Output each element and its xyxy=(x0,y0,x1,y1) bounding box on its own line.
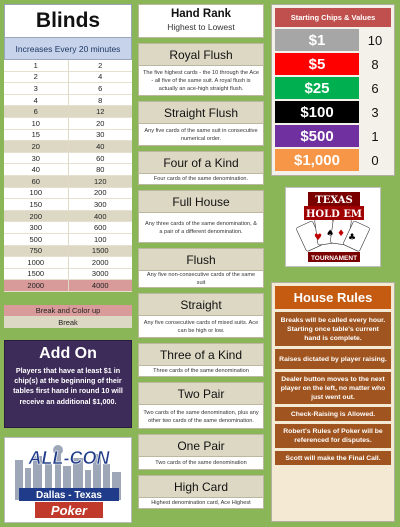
big-blind-cell: 600 xyxy=(93,223,107,233)
house-rules-list xyxy=(272,312,394,465)
add-on-panel xyxy=(4,340,132,428)
big-blind-cell: 2000 xyxy=(91,257,109,267)
chip-count: 8 xyxy=(371,56,379,72)
chip-value: $1,000 xyxy=(275,149,359,171)
hand-name: Royal Flush xyxy=(138,43,264,66)
hand-name: Straight Flush xyxy=(138,101,264,124)
hand-rank-item xyxy=(138,101,264,146)
chip-count: 6 xyxy=(371,80,379,96)
chip-row xyxy=(275,101,391,123)
small-blind-cell: 2000 xyxy=(4,280,69,291)
hand-name: Straight xyxy=(138,293,264,316)
chip-count: 10 xyxy=(367,32,383,48)
big-blind-cell: 12 xyxy=(96,107,105,117)
chip-count: 0 xyxy=(371,152,379,168)
all-con-logo-location: Dallas - Texas xyxy=(36,490,102,501)
big-blind-cell: 4 xyxy=(98,72,103,82)
hand-name: Four of a Kind xyxy=(138,151,264,174)
blind-level-row xyxy=(4,164,132,176)
hand-name: Flush xyxy=(138,248,264,271)
small-blind-cell: 1 xyxy=(4,60,69,71)
small-blind-cell: 60 xyxy=(4,176,69,187)
hand-rank-item xyxy=(138,151,264,185)
starting-chips-panel xyxy=(271,4,395,176)
house-rule: Breaks will be called every hour. Starting once table's current hand is complete. xyxy=(275,312,391,346)
big-blind-cell: 200 xyxy=(93,188,107,198)
small-blind-cell: 2 xyxy=(4,72,69,83)
chip-row xyxy=(275,29,391,51)
heart-icon: ♥ xyxy=(314,233,323,243)
blind-level-row xyxy=(4,222,132,234)
small-blind-cell: 1000 xyxy=(4,257,69,268)
break-color-up-label: Break and Color up xyxy=(4,305,132,317)
small-blind-cell: 150 xyxy=(4,199,69,210)
spade-icon: ♠ xyxy=(326,229,335,239)
hand-rank-item xyxy=(138,43,264,96)
hand-description: Two cards of the same denomination xyxy=(138,457,264,470)
hand-rank-item xyxy=(138,343,264,377)
chip-value: $5 xyxy=(275,53,359,75)
big-blind-cell: 80 xyxy=(96,165,105,175)
big-blind-cell: 2 xyxy=(98,60,103,70)
big-blind-cell: 8 xyxy=(98,95,103,105)
hand-description: Four cards of the same denomination. xyxy=(138,174,264,185)
chip-value: $1 xyxy=(275,29,359,51)
big-blind-cell: 20 xyxy=(96,118,105,128)
house-rules-panel xyxy=(271,282,395,522)
break-label: Break xyxy=(4,316,132,328)
house-rule: Check-Raising is Allowed. xyxy=(275,407,391,421)
small-blind-cell: 300 xyxy=(4,222,69,233)
small-blind-cell: 40 xyxy=(4,164,69,175)
blinds-subtitle: Increases Every 20 minutes xyxy=(4,38,132,60)
hand-description: Three cards of the same denomination xyxy=(138,366,264,377)
texas-holdem-logo xyxy=(285,187,381,267)
hand-rank-subtitle: Highest to Lowest xyxy=(167,22,235,32)
big-blind-cell: 300 xyxy=(93,199,107,209)
hand-rank-title: Hand Rank xyxy=(170,8,232,20)
blind-level-row xyxy=(4,269,132,281)
chip-count: 3 xyxy=(371,104,379,120)
big-blind-cell: 3000 xyxy=(91,269,109,279)
blind-level-row xyxy=(4,188,132,200)
add-on-title: Add On xyxy=(39,345,97,362)
small-blind-cell: 750 xyxy=(4,246,69,257)
hand-name: High Card xyxy=(138,475,264,498)
hand-name: Full House xyxy=(138,190,264,213)
big-blind-cell: 30 xyxy=(96,130,105,140)
all-con-logo-name: ALL-CON xyxy=(28,448,110,468)
big-blind-cell: 60 xyxy=(96,153,105,163)
hand-description: Any three cards of the same denomination, & a pair of a different denomination. xyxy=(138,213,264,243)
chip-value: $100 xyxy=(275,101,359,123)
chip-row xyxy=(275,53,391,75)
house-rule: Raises dictated by player raising. xyxy=(275,349,391,369)
texas-logo-line1: TEXAS xyxy=(315,195,353,206)
blind-level-row xyxy=(4,118,132,130)
hand-rank-item xyxy=(138,475,264,509)
blinds-title: Blinds xyxy=(35,9,101,32)
blind-level-row xyxy=(4,257,132,269)
texas-logo-line3: TOURNAMENT xyxy=(310,255,358,262)
hand-rank-item xyxy=(138,434,264,470)
hand-rank-panel xyxy=(138,4,264,509)
big-blind-cell: 400 xyxy=(93,211,107,221)
hand-description: Highest denomination card, Ace Highest xyxy=(138,498,264,509)
blind-level-row xyxy=(4,176,132,188)
big-blind-cell: 120 xyxy=(93,176,107,186)
hand-description: Any five cards of the same suit in consecutive numerical order. xyxy=(138,124,264,146)
big-blind-cell: 6 xyxy=(98,83,103,93)
blind-level-row xyxy=(4,211,132,223)
hand-rank-item xyxy=(138,190,264,243)
blinds-table xyxy=(4,60,132,292)
hand-description: Two cards of the same denomination, plus any other two cards of the same denomination. xyxy=(138,405,264,429)
blind-level-row xyxy=(4,106,132,118)
small-blind-cell: 20 xyxy=(4,141,69,152)
blind-level-row xyxy=(4,83,132,95)
blind-level-row xyxy=(4,60,132,72)
small-blind-cell: 200 xyxy=(4,211,69,222)
blind-level-row xyxy=(4,95,132,107)
chip-count: 1 xyxy=(371,128,379,144)
add-on-body: Players that have at least $1 in chip(s) at the beginning of their tables first hand in round 10 will receive an additional $1,000. xyxy=(13,366,123,406)
blinds-header xyxy=(4,4,132,38)
big-blind-cell: 4000 xyxy=(91,281,109,291)
all-con-logo xyxy=(4,437,132,523)
small-blind-cell: 3 xyxy=(4,83,69,94)
blinds-panel xyxy=(4,4,132,328)
starting-chips-title: Starting Chips & Values xyxy=(275,8,391,27)
big-blind-cell: 40 xyxy=(96,141,105,151)
hand-rank-item xyxy=(138,248,264,288)
small-blind-cell: 4 xyxy=(4,95,69,106)
small-blind-cell: 1500 xyxy=(4,269,69,280)
hand-rank-list xyxy=(138,43,264,509)
blind-level-row xyxy=(4,130,132,142)
texas-logo-line2: HOLD EM xyxy=(305,209,363,220)
chip-table xyxy=(272,29,394,171)
hand-name: One Pair xyxy=(138,434,264,457)
big-blind-cell: 1500 xyxy=(91,246,109,256)
chip-row xyxy=(275,77,391,99)
small-blind-cell: 15 xyxy=(4,130,69,141)
blind-level-row xyxy=(4,72,132,84)
blind-level-row xyxy=(4,234,132,246)
small-blind-cell: 6 xyxy=(4,106,69,117)
small-blind-cell: 10 xyxy=(4,118,69,129)
blind-level-row xyxy=(4,141,132,153)
chip-value: $25 xyxy=(275,77,359,99)
house-rule: Scott will make the Final Call. xyxy=(275,451,391,465)
hand-name: Two Pair xyxy=(138,382,264,405)
blind-level-row xyxy=(4,246,132,258)
big-blind-cell: 100 xyxy=(93,234,107,244)
hand-description: The five highest cards - the 10 through the Ace - all five of the same suit. A royal flush is actually an ace-high straight flush. xyxy=(138,66,264,96)
small-blind-cell: 100 xyxy=(4,188,69,199)
hand-description: Any five non-consecutive cards of the same suit xyxy=(138,271,264,288)
house-rule: Dealer button moves to the next player on the left, no matter who just went out. xyxy=(275,372,391,404)
diamond-icon: ♦ xyxy=(337,229,346,239)
blind-level-row xyxy=(4,280,132,292)
hand-description: Any five consecutive cards of mixed suits. Ace can be high or low. xyxy=(138,316,264,338)
blind-level-row xyxy=(4,199,132,211)
club-icon: ♣ xyxy=(348,233,357,243)
chip-row xyxy=(275,149,391,171)
hand-rank-header xyxy=(138,4,264,38)
hand-name: Three of a Kind xyxy=(138,343,264,366)
small-blind-cell: 30 xyxy=(4,153,69,164)
house-rule: Robert's Rules of Poker will be referenced for disputes. xyxy=(275,424,391,448)
hand-rank-item xyxy=(138,293,264,338)
chip-row xyxy=(275,125,391,147)
hand-rank-item xyxy=(138,382,264,429)
blind-level-row xyxy=(4,153,132,165)
house-rules-title: House Rules xyxy=(275,286,391,309)
small-blind-cell: 500 xyxy=(4,234,69,245)
all-con-logo-word: Poker xyxy=(50,503,88,518)
chip-value: $500 xyxy=(275,125,359,147)
